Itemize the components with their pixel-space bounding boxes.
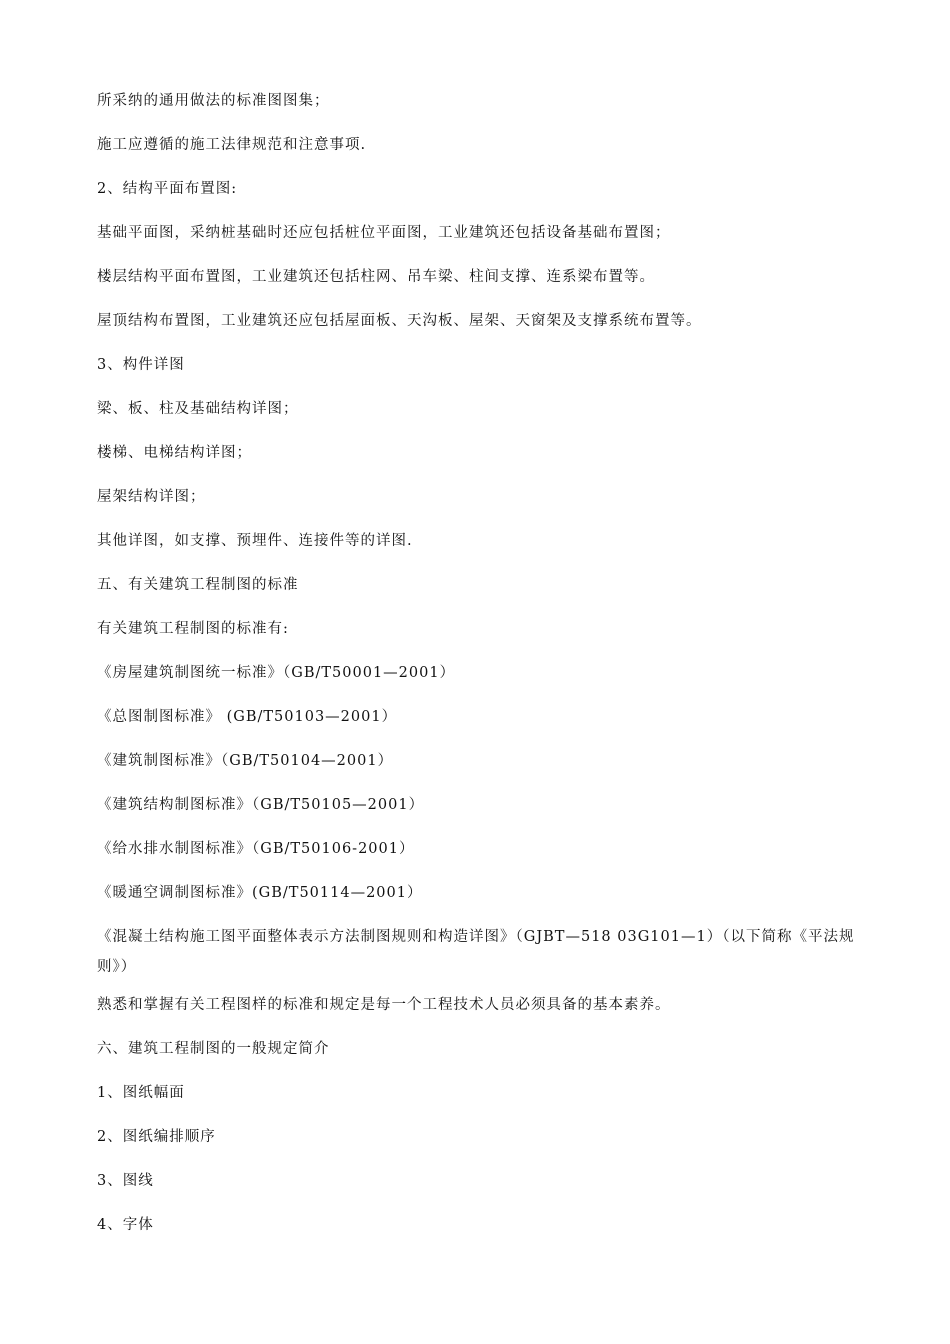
standard-item-water: 《给水排水制图标准》（GB/T50106-2001） — [97, 841, 415, 857]
standard-item-hvac: 《暖通空调制图标准》(GB/T50114—2001） — [97, 885, 423, 901]
heading-section-five: 五、有关建筑工程制图的标准 — [97, 577, 299, 593]
heading-section-six: 六、建筑工程制图的一般规定简介 — [97, 1041, 330, 1057]
standard-item-general-plan: 《总图制图标准》 (GB/T50103—2001） — [97, 709, 398, 725]
standard-item-concrete: 《混凝土结构施工图平面整体表示方法制图规则和构造详图》（GJBT—518 03G101—1）（以下简称《平法规则》） — [97, 929, 855, 975]
standard-item-unified: 《房屋建筑制图统一标准》（GB/T50001—2001） — [97, 665, 456, 681]
heading-component-details: 3、构件详图 — [97, 357, 185, 373]
heading-structure-plan: 2、结构平面布置图: — [97, 181, 238, 197]
paragraph-beam-details: 梁、板、柱及基础结构详图； — [97, 401, 299, 417]
paragraph-construction-laws: 施工应遵循的施工法律规范和注意事项. — [97, 137, 367, 153]
standard-item-structure: 《建筑结构制图标准》（GB/T50105—2001） — [97, 797, 425, 813]
list-item-sheet-order: 2、图纸编排顺序 — [97, 1129, 216, 1145]
paragraph-stair-details: 楼梯、电梯结构详图； — [97, 445, 252, 461]
paragraph-floor-plan: 楼层结构平面布置图，工业建筑还包括柱网、吊车梁、柱间支撑、连系梁布置等。 — [97, 269, 655, 285]
paragraph-professional-basics: 熟悉和掌握有关工程图样的标准和规定是每一个工程技术人员必须具备的基本素养。 — [97, 997, 671, 1013]
list-item-sheet-size: 1、图纸幅面 — [97, 1085, 185, 1101]
paragraph-roof-plan: 屋顶结构布置图，工业建筑还应包括屋面板、天沟板、屋架、天窗架及支撑系统布置等。 — [97, 313, 702, 329]
paragraph-foundation-plan: 基础平面图，采纳桩基础时还应包括桩位平面图，工业建筑还包括设备基础布置图； — [97, 225, 671, 241]
paragraph-other-details: 其他详图，如支撑、预埋件、连接件等的详图. — [97, 533, 413, 549]
paragraph-standard-atlas: 所采纳的通用做法的标准图图集； — [97, 93, 330, 109]
standard-item-architecture: 《建筑制图标准》（GB/T50104—2001） — [97, 753, 394, 769]
list-item-lines: 3、图线 — [97, 1173, 154, 1189]
list-item-fonts: 4、字体 — [97, 1217, 154, 1233]
paragraph-standards-intro: 有关建筑工程制图的标准有: — [97, 621, 289, 637]
paragraph-truss-details: 屋架结构详图； — [97, 489, 206, 505]
